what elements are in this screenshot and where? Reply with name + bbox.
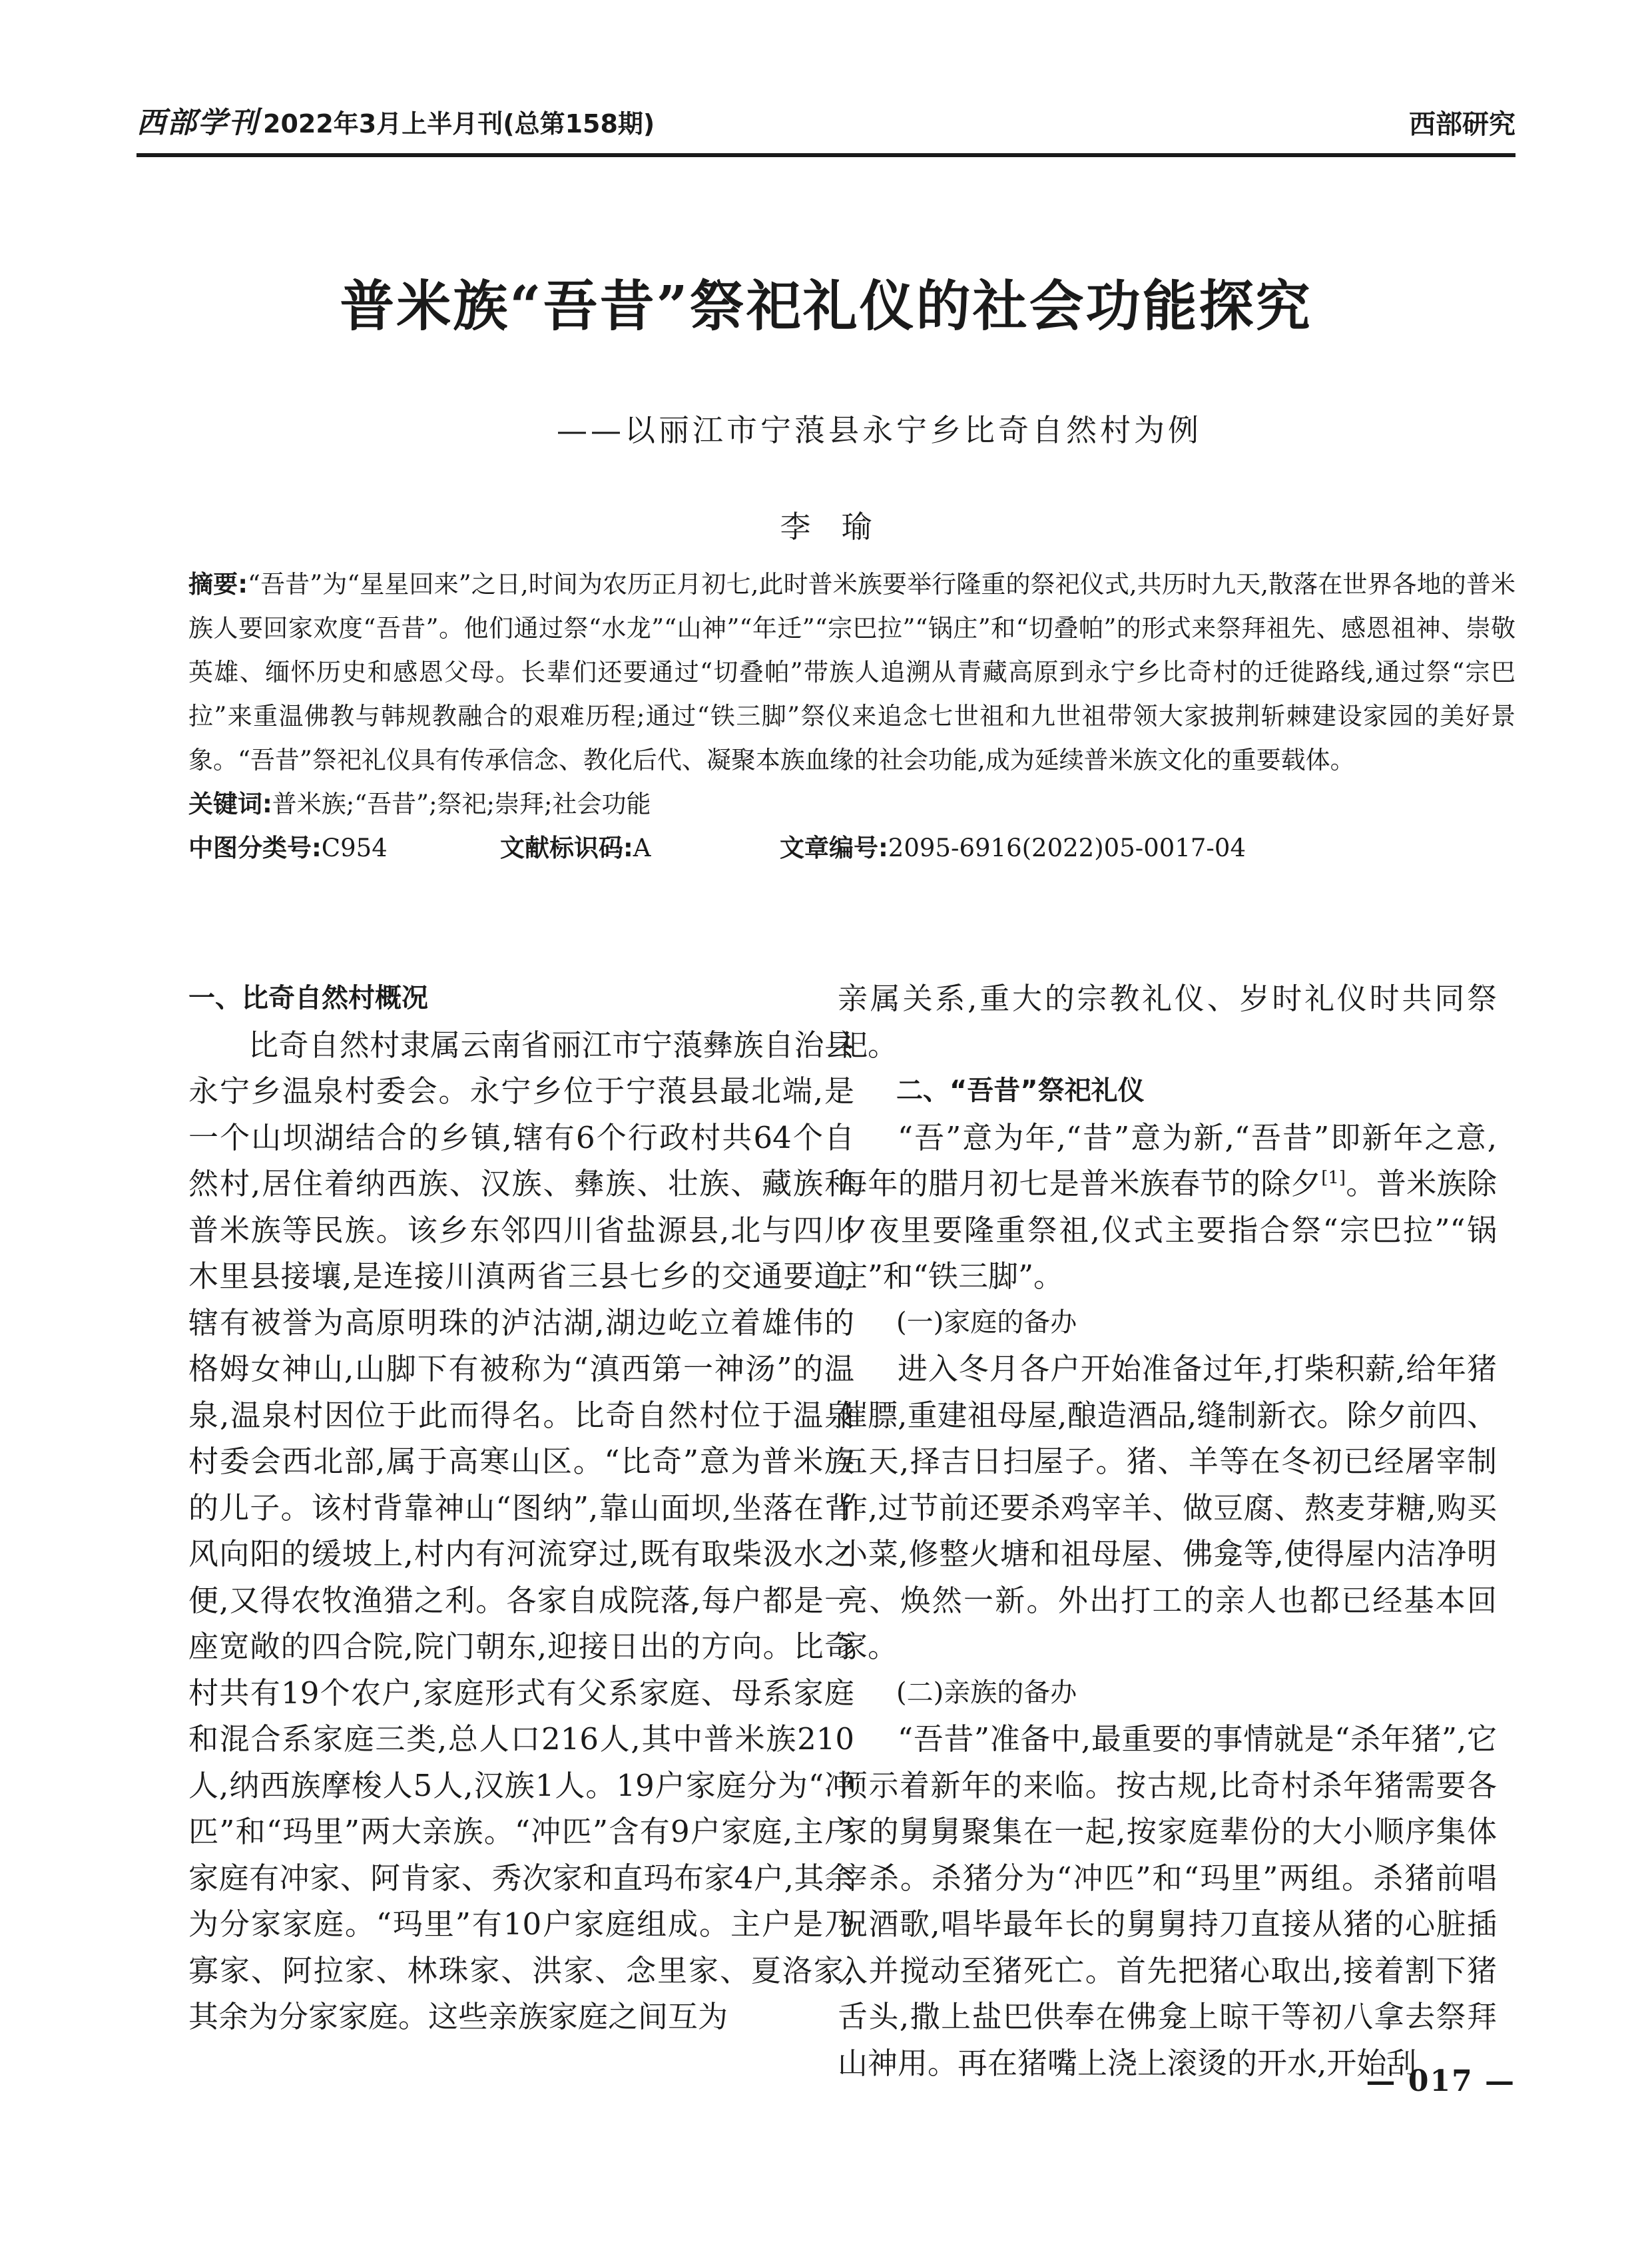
keywords-label: 关键词: (188, 790, 272, 818)
body-paragraph: 进入冬月各户开始准备过年,打柴积薪,给年猪催膘,重建祖母屋,酿造酒品,缝制新衣。除夕前四、五天,择吉日扫屋子。猪、羊等在冬初已经屠宰制作,过节前还要杀鸡宰羊、做豆腐、熬麦芽糖,购买小菜,修整火塘和祖母屋、佛龛等,使得屋内洁净明亮、焕然一新。外出打工的亲人也都已经基本回家。 (838, 1351, 1497, 1664)
left-column (188, 976, 854, 2040)
citation-ref: [1] (1321, 1168, 1346, 1188)
keywords (188, 782, 1515, 826)
body-paragraph-continued: 亲属关系,重大的宗教礼仪、岁时礼仪时共同祭祀。 (838, 981, 1497, 1063)
section-name: 西部研究 (1409, 109, 1515, 140)
abstract-text: “吾昔”为“星星回来”之日,时间为农历正月初七,此时普米族要举行隆重的祭祀仪式,共历时九天,散落在世界各地的普米族人要回家欢度“吾昔”。他们通过祭“水龙”“山神”“年迁”“宗巴拉”“锅庄”和“切叠帕”的形式来祭拜祖先、感恩祖神、崇敬英雄、缅怀历史和感恩父母。长辈们还要通过“切叠帕”带族人追溯从青藏高原到永宁乡比奇村的迁徙路线,通过祭“宗巴拉”来重温佛教与韩规教融合的艰难历程;通过“铁三脚”祭仪来追念七世祖和九世祖带领大家披荆斩棘建设家园的美好景象。“吾昔”祭祀礼仪具有传承信念、教化后代、凝聚本族血缘的社会功能,成为延续普米族文化的重要载体。 (188, 570, 1515, 774)
author-name: 李瑜 (780, 509, 903, 545)
running-header (137, 100, 1515, 157)
article-number-value: 2095-6916(2022)05-0017-04 (888, 834, 1246, 862)
clc-value: C954 (321, 834, 388, 862)
classification-row (188, 826, 1515, 870)
header-left (137, 99, 655, 141)
section-heading-2: 二、“吾昔”祭祀礼仪 (896, 1075, 1145, 1106)
page-number: — 017 — (1366, 2064, 1515, 2098)
para-text: “吾”意为年,“昔”意为新,“吾昔”即新年之意,每年的腊月初七是普米族春节的除夕 (838, 1119, 1497, 1201)
article-subtitle: ——以丽江市宁蒗县永宁乡比奇自然村为例 (557, 412, 1202, 448)
article-number-item (780, 826, 1246, 870)
body-paragraph (838, 1115, 1497, 1300)
right-column (838, 976, 1497, 2086)
section-heading-1: 一、比奇自然村概况 (188, 983, 428, 1013)
article-meta (188, 563, 1515, 870)
para-text: 。普米族除夕夜里要隆重祭祖,仪式主要指合祭“宗巴拉”“锅庄”和“铁三脚”。 (838, 1166, 1497, 1294)
doc-code-item (500, 826, 780, 870)
clc-item (188, 826, 500, 870)
article-number-label: 文章编号: (780, 834, 888, 862)
article-title: 普米族“吾昔”祭祀礼仪的社会功能探究 (340, 274, 1312, 338)
journal-logo: 西部学刊 (137, 106, 259, 140)
doc-code-label: 文献标识码: (500, 834, 633, 862)
doc-code-value: A (633, 834, 651, 862)
clc-label: 中图分类号: (188, 834, 322, 862)
abstract-label: 摘要: (188, 570, 248, 599)
subsection-heading-1: (一)家庭的备办 (896, 1306, 1077, 1338)
abstract (188, 563, 1515, 782)
subsection-heading-2: (二)亲族的备办 (896, 1677, 1077, 1708)
body-paragraph: 比奇自然村隶属云南省丽江市宁蒗彝族自治县永宁乡温泉村委会。永宁乡位于宁蒗县最北端,是一个山坝湖结合的乡镇,辖有6个行政村共64个自然村,居住着纳西族、汉族、彝族、壮族、藏族和普米族等民族。该乡东邻四川省盐源县,北与四川木里县接壤,是连接川滇两省三县七乡的交通要道,辖有被誉为高原明珠的泸沽湖,湖边屹立着雄伟的格姆女神山,山脚下有被称为“滇西第一神汤”的温泉,温泉村因位于此而得名。比奇自然村位于温泉村委会西北部,属于高寒山区。“比奇”意为普米族的儿子。该村背靠神山“图纳”,靠山面坝,坐落在背风向阳的缓坡上,村内有河流穿过,既有取柴汲水之便,又得农牧渔猎之利。各家自成院落,每户都是一座宽敞的四合院,院门朝东,迎接日出的方向。比奇村共有19个农户,家庭形式有父系家庭、母系家庭和混合系家庭三类,总人口216人,其中普米族210人,纳西族摩梭人5人,汉族1人。19户家庭分为“冲匹”和“玛里”两大亲族。“冲匹”含有9户家庭,主户家庭有冲家、阿肯家、秀次家和直玛布家4户,其余为分家家庭。“玛里”有10户家庭组成。主户是乃寡家、阿拉家、林珠家、洪家、念里家、夏洛家,其余为分家家庭。这些亲族家庭之间互为 (188, 1027, 854, 2034)
body-paragraph: “吾昔”准备中,最重要的事情就是“杀年猪”,它预示着新年的来临。按古规,比奇村杀年猪需要各家的舅舅聚集在一起,按家庭辈份的大小顺序集体宰杀。杀猪分为“冲匹”和“玛里”两组。杀猪前唱祝酒歌,唱毕最年长的舅舅持刀直接从猪的心脏插入并搅动至猪死亡。首先把猪心取出,接着割下猪舌头,撒上盐巴供奉在佛龛上晾干等初八拿去祭拜山神用。再在猪嘴上浇上滚烫的开水,开始刮 (838, 1721, 1497, 2081)
keywords-text: 普米族;“吾昔”;祭祀;崇拜;社会功能 (272, 790, 651, 818)
issue-info: 2022年3月上半月刊(总第158期) (263, 109, 655, 139)
